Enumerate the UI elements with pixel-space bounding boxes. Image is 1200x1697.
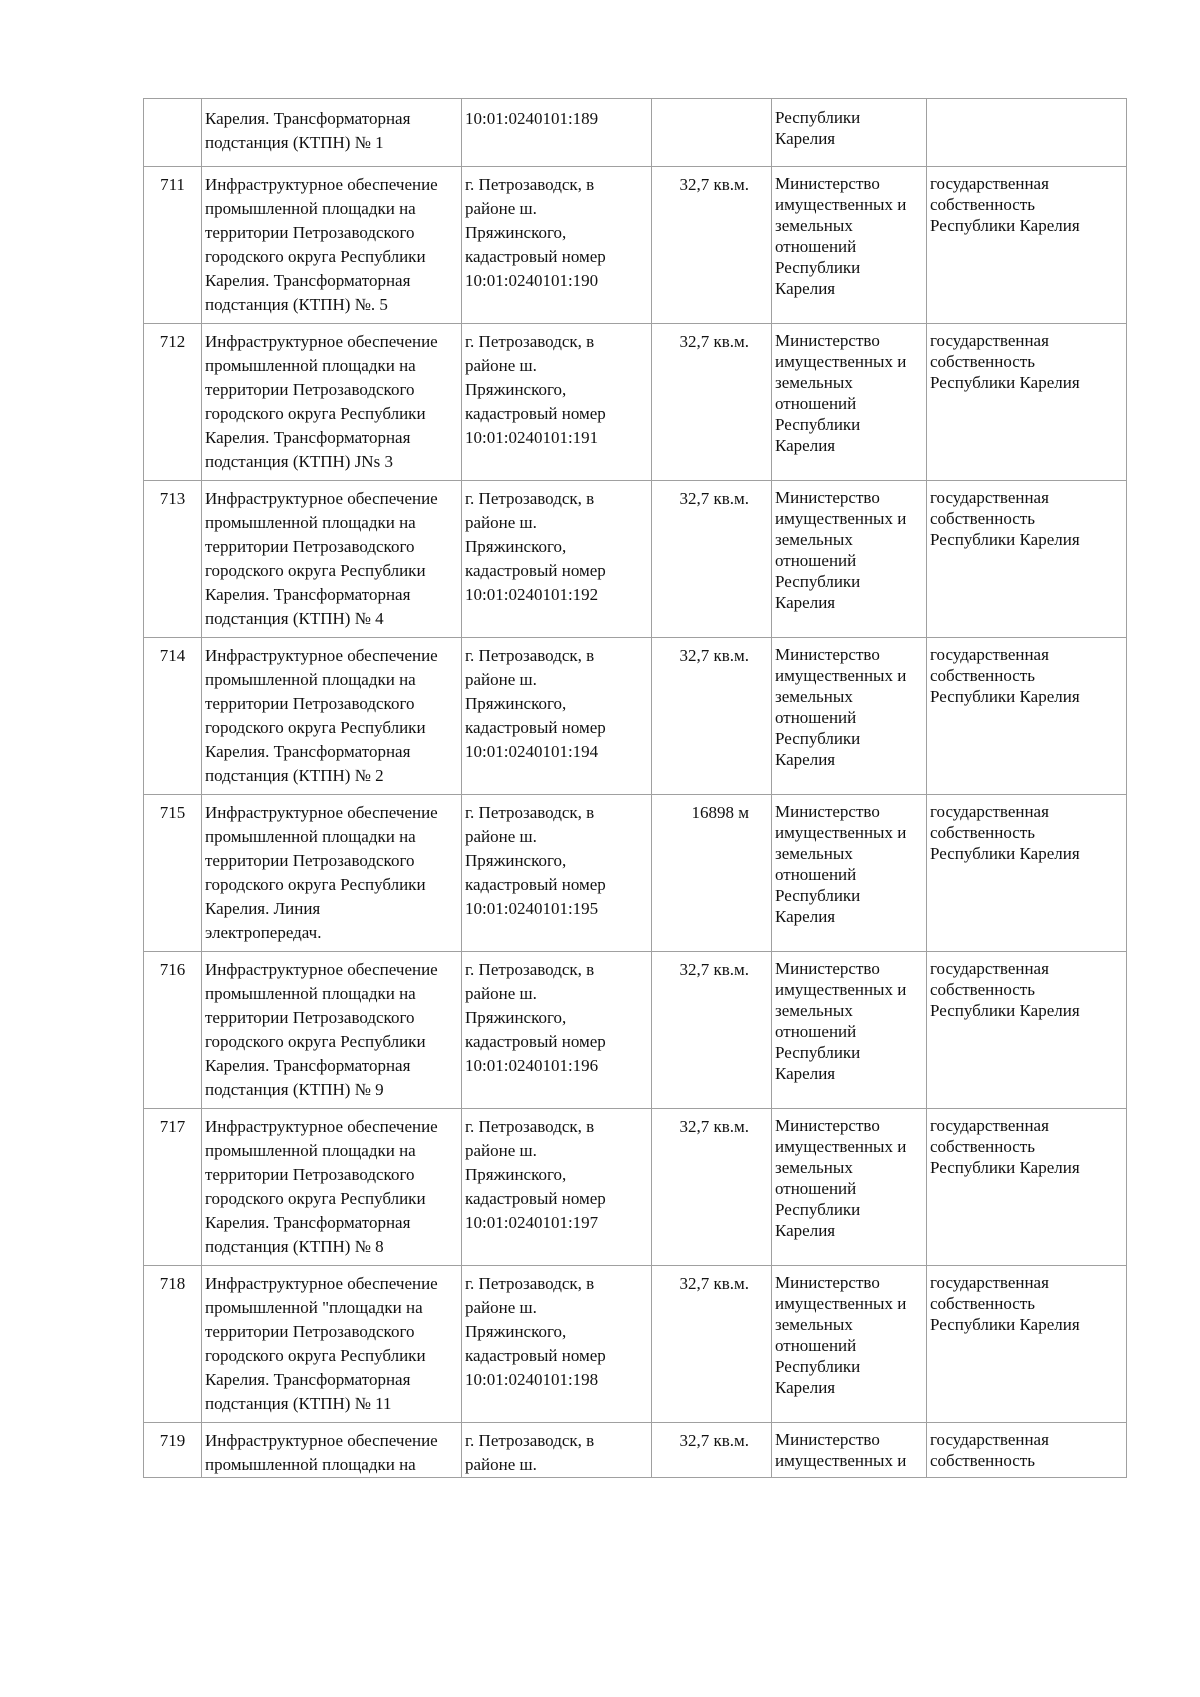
area-cell [652, 795, 772, 952]
address-line: кадастровый номер [465, 1189, 606, 1208]
ownership-line: Республики Карелия [930, 373, 1080, 392]
area-text: 32,7 кв.м. [679, 175, 749, 194]
organization-line: земельных [775, 216, 853, 235]
area-text: 32,7 кв.м. [679, 1117, 749, 1136]
address-line: г. Петрозаводск, в [465, 332, 595, 351]
organization-line: земельных [775, 1158, 853, 1177]
object-name-line: подстанция (КТПН) № 11 [205, 1394, 392, 1413]
address-line: районе ш. [465, 199, 537, 218]
organization-line: Республики [775, 1043, 861, 1062]
ownership-line: государственная [930, 174, 1049, 193]
object-name-line: городского округа Республики [205, 1032, 426, 1051]
organization-line: земельных [775, 1001, 853, 1020]
object-name-line: городского округа Республики [205, 1346, 426, 1365]
organization-line: Республики [775, 415, 861, 434]
ownership-line: государственная [930, 1430, 1049, 1449]
ownership-cell [927, 99, 1127, 167]
address-line: Пряжинского, [465, 851, 567, 870]
row-number-text: 717 [159, 1117, 186, 1136]
object-name-line: городского округа Республики [205, 875, 426, 894]
address-line: 10:01:0240101:196 [465, 1056, 599, 1075]
object-name-line: Инфраструктурное обеспечение [205, 646, 438, 665]
object-name-line: подстанция (КТПН) № 8 [205, 1237, 384, 1256]
ownership-line: собственность [930, 509, 1035, 528]
organization-line: Министерство [775, 174, 880, 193]
ownership-cell [927, 952, 1127, 1109]
address-line: г. Петрозаводск, в [465, 646, 595, 665]
object-name-line: промышленной площадки на [205, 670, 416, 689]
ownership-line: Республики Карелия [930, 844, 1080, 863]
object-name-line: Карелия. Трансформаторная [205, 428, 411, 447]
address-cell [462, 1423, 652, 1478]
object-name-line: Инфраструктурное обеспечение [205, 960, 438, 979]
area-cell [652, 167, 772, 324]
organization-line: имущественных и [775, 195, 907, 214]
object-name-line: Карелия. Трансформаторная [205, 585, 411, 604]
object-name-line: электропередач. [205, 923, 322, 942]
row-number-text: 718 [159, 1274, 186, 1293]
object-name-line: территории Петрозаводского [205, 537, 415, 556]
organization-line: отношений [775, 551, 857, 570]
object-name-cell [202, 638, 462, 795]
organization-line: имущественных и [775, 1137, 907, 1156]
address-line: 10:01:0240101:190 [465, 271, 599, 290]
address-line: кадастровый номер [465, 875, 606, 894]
table-row [144, 795, 1127, 952]
object-name-line: промышленной "площадки на [205, 1298, 423, 1317]
address-cell [462, 324, 652, 481]
organization-line: имущественных и [775, 509, 907, 528]
organization-line: земельных [775, 1315, 853, 1334]
object-name-line: Инфраструктурное обеспечение [205, 1274, 438, 1293]
ownership-line: собственность [930, 1294, 1035, 1313]
ownership-line: государственная [930, 331, 1049, 350]
object-name-cell [202, 167, 462, 324]
object-name-cell [202, 795, 462, 952]
address-line: кадастровый номер [465, 718, 606, 737]
address-line: Пряжинского, [465, 380, 567, 399]
organization-cell [772, 795, 927, 952]
address-line: районе ш. [465, 356, 537, 375]
address-line: кадастровый номер [465, 561, 606, 580]
address-line: г. Петрозаводск, в [465, 960, 595, 979]
object-name-line: промышленной площадки на [205, 827, 416, 846]
row-number-text: 716 [159, 960, 186, 979]
ownership-line: Республики Карелия [930, 1315, 1080, 1334]
ownership-line: собственность [930, 352, 1035, 371]
object-name-line: городского округа Республики [205, 247, 426, 266]
row-number-text: 711 [160, 175, 185, 194]
organization-line: Республики [775, 258, 861, 277]
object-name-line: территории Петрозаводского [205, 1322, 415, 1341]
address-line: 10:01:0240101:197 [465, 1213, 599, 1232]
organization-cell [772, 324, 927, 481]
organization-line: отношений [775, 708, 857, 727]
property-register-table [143, 98, 1127, 1478]
address-line: 10:01:0240101:195 [465, 899, 599, 918]
area-text: 32,7 кв.м. [679, 1274, 749, 1293]
object-name-line: территории Петрозаводского [205, 380, 415, 399]
object-name-line: Карелия. Трансформаторная [205, 1213, 411, 1232]
object-name-line: территории Петрозаводского [205, 694, 415, 713]
ownership-line: Республики Карелия [930, 1001, 1080, 1020]
ownership-line: государственная [930, 488, 1049, 507]
organization-line: имущественных и [775, 666, 907, 685]
object-name-line: подстанция (КТПН) №. 5 [205, 295, 388, 314]
object-name-line: Инфраструктурное обеспечение [205, 332, 438, 351]
object-name-cell [202, 1109, 462, 1266]
table-row [144, 1423, 1127, 1478]
area-text: 16898 м [691, 803, 749, 822]
organization-line: Карелия [775, 1378, 836, 1397]
object-name-line: промышленной площадки на [205, 984, 416, 1003]
organization-line: Министерство [775, 802, 880, 821]
organization-line: Министерство [775, 959, 880, 978]
object-name-line: Инфраструктурное обеспечение [205, 803, 438, 822]
ownership-cell [927, 1423, 1127, 1478]
address-cell [462, 952, 652, 1109]
address-line: районе ш. [465, 827, 537, 846]
row-number-text: 712 [159, 332, 186, 351]
table-row [144, 952, 1127, 1109]
area-cell [652, 1423, 772, 1478]
organization-line: Республики [775, 108, 861, 127]
organization-line: имущественных и [775, 823, 907, 842]
area-cell [652, 638, 772, 795]
object-name-cell [202, 952, 462, 1109]
organization-line: отношений [775, 865, 857, 884]
organization-cell [772, 481, 927, 638]
address-line: кадастровый номер [465, 404, 606, 423]
ownership-cell [927, 324, 1127, 481]
organization-line: Министерство [775, 331, 880, 350]
object-name-line: городского округа Республики [205, 561, 426, 580]
row-number-text: 719 [159, 1431, 186, 1450]
organization-line: Республики [775, 1200, 861, 1219]
object-name-line: промышленной площадки на [205, 1141, 416, 1160]
row-number-cell [144, 324, 202, 481]
row-number-cell [144, 1423, 202, 1478]
address-line: г. Петрозаводск, в [465, 1117, 595, 1136]
ownership-line: государственная [930, 1116, 1049, 1135]
area-cell [652, 324, 772, 481]
organization-line: Карелия [775, 750, 836, 769]
object-name-cell [202, 481, 462, 638]
ownership-cell [927, 167, 1127, 324]
ownership-line: государственная [930, 1273, 1049, 1292]
address-line: Пряжинского, [465, 1165, 567, 1184]
ownership-line: Республики Карелия [930, 216, 1080, 235]
organization-line: Министерство [775, 488, 880, 507]
object-name-line: Инфраструктурное обеспечение [205, 1117, 438, 1136]
row-number-text: 715 [159, 803, 186, 822]
address-line: 10:01:0240101:194 [465, 742, 599, 761]
object-name-line: Карелия. Трансформаторная [205, 742, 411, 761]
ownership-cell [927, 795, 1127, 952]
address-cell [462, 167, 652, 324]
row-number-cell [144, 99, 202, 167]
ownership-cell [927, 638, 1127, 795]
object-name-line: городского округа Республики [205, 404, 426, 423]
object-name-line: территории Петрозаводского [205, 851, 415, 870]
object-name-cell [202, 1423, 462, 1478]
organization-cell [772, 952, 927, 1109]
organization-line: имущественных и [775, 1294, 907, 1313]
object-name-line: городского округа Республики [205, 1189, 426, 1208]
ownership-line: государственная [930, 959, 1049, 978]
ownership-cell [927, 1109, 1127, 1266]
address-line: районе ш. [465, 1298, 537, 1317]
address-line: Пряжинского, [465, 223, 567, 242]
area-text: 32,7 кв.м. [679, 1431, 749, 1450]
table-row [144, 1266, 1127, 1423]
address-line: 10:01:0240101:189 [465, 109, 599, 128]
area-cell [652, 1266, 772, 1423]
organization-line: земельных [775, 373, 853, 392]
object-name-line: Инфраструктурное обеспечение [205, 489, 438, 508]
object-name-line: подстанция (КТПН) № 4 [205, 609, 384, 628]
row-number-cell [144, 638, 202, 795]
organization-line: земельных [775, 530, 853, 549]
address-cell [462, 481, 652, 638]
organization-line: отношений [775, 394, 857, 413]
row-number-text: 714 [159, 646, 186, 665]
address-line: Пряжинского, [465, 537, 567, 556]
organization-line: отношений [775, 1179, 857, 1198]
organization-line: земельных [775, 687, 853, 706]
row-number-text: 713 [159, 489, 186, 508]
object-name-line: Карелия. Трансформаторная [205, 1370, 411, 1389]
address-line: г. Петрозаводск, в [465, 489, 595, 508]
ownership-line: государственная [930, 645, 1049, 664]
table-row [144, 638, 1127, 795]
object-name-line: подстанция (КТПН) JNs 3 [205, 452, 393, 471]
table-row [144, 324, 1127, 481]
area-cell [652, 481, 772, 638]
object-name-line: Карелия. Трансформаторная [205, 271, 411, 290]
address-line: Пряжинского, [465, 694, 567, 713]
organization-line: Министерство [775, 645, 880, 664]
object-name-line: промышленной площадки на [205, 1455, 416, 1474]
object-name-line: промышленной площадки на [205, 199, 416, 218]
row-number-cell [144, 795, 202, 952]
object-name-line: промышленной площадки на [205, 356, 416, 375]
row-number-cell [144, 1109, 202, 1266]
address-line: районе ш. [465, 984, 537, 1003]
area-cell [652, 952, 772, 1109]
object-name-line: территории Петрозаводского [205, 1008, 415, 1027]
organization-line: Карелия [775, 593, 836, 612]
organization-line: Республики [775, 572, 861, 591]
address-cell [462, 638, 652, 795]
organization-line: Карелия [775, 907, 836, 926]
organization-line: Карелия [775, 1064, 836, 1083]
object-name-line: городского округа Республики [205, 718, 426, 737]
ownership-cell [927, 481, 1127, 638]
organization-line: отношений [775, 1022, 857, 1041]
address-line: районе ш. [465, 513, 537, 532]
area-cell [652, 1109, 772, 1266]
address-cell [462, 795, 652, 952]
address-line: кадастровый номер [465, 247, 606, 266]
organization-line: земельных [775, 844, 853, 863]
ownership-line: собственность [930, 195, 1035, 214]
organization-line: Министерство [775, 1116, 880, 1135]
organization-line: имущественных и [775, 1451, 907, 1470]
table-row [144, 481, 1127, 638]
organization-line: Республики [775, 886, 861, 905]
address-line: районе ш. [465, 1455, 537, 1474]
organization-line: Республики [775, 1357, 861, 1376]
row-number-cell [144, 952, 202, 1109]
row-number-cell [144, 167, 202, 324]
object-name-line: промышленной площадки на [205, 513, 416, 532]
address-line: г. Петрозаводск, в [465, 803, 595, 822]
table-row [144, 1109, 1127, 1266]
address-line: районе ш. [465, 1141, 537, 1160]
ownership-line: Республики Карелия [930, 687, 1080, 706]
object-name-line: территории Петрозаводского [205, 223, 415, 242]
organization-line: Карелия [775, 436, 836, 455]
area-text: 32,7 кв.м. [679, 960, 749, 979]
organization-cell [772, 1266, 927, 1423]
address-line: 10:01:0240101:191 [465, 428, 599, 447]
address-cell [462, 1266, 652, 1423]
row-number-cell [144, 1266, 202, 1423]
address-line: районе ш. [465, 670, 537, 689]
organization-line: имущественных и [775, 352, 907, 371]
organization-line: Республики [775, 729, 861, 748]
address-cell [462, 1109, 652, 1266]
organization-cell [772, 1423, 927, 1478]
organization-cell [772, 1109, 927, 1266]
organization-line: Министерство [775, 1430, 880, 1449]
organization-line: отношений [775, 1336, 857, 1355]
area-text: 32,7 кв.м. [679, 332, 749, 351]
organization-line: отношений [775, 237, 857, 256]
object-name-line: подстанция (КТПН) № 9 [205, 1080, 384, 1099]
organization-cell [772, 638, 927, 795]
area-text: 32,7 кв.м. [679, 489, 749, 508]
ownership-line: Республики Карелия [930, 530, 1080, 549]
area-text: 32,7 кв.м. [679, 646, 749, 665]
organization-line: Карелия [775, 279, 836, 298]
ownership-line: государственная [930, 802, 1049, 821]
object-name-line: территории Петрозаводского [205, 1165, 415, 1184]
row-number-cell [144, 481, 202, 638]
organization-line: Министерство [775, 1273, 880, 1292]
address-line: 10:01:0240101:192 [465, 585, 599, 604]
table-body [144, 99, 1127, 1478]
object-name-cell [202, 99, 462, 167]
address-line: Пряжинского, [465, 1008, 567, 1027]
ownership-line: собственность [930, 980, 1035, 999]
object-name-cell [202, 324, 462, 481]
address-line: 10:01:0240101:198 [465, 1370, 599, 1389]
object-name-line: подстанция (КТПН) № 1 [205, 133, 384, 152]
table-row [144, 167, 1127, 324]
object-name-line: Инфраструктурное обеспечение [205, 175, 438, 194]
object-name-cell [202, 1266, 462, 1423]
address-cell [462, 99, 652, 167]
address-line: кадастровый номер [465, 1032, 606, 1051]
address-line: кадастровый номер [465, 1346, 606, 1365]
object-name-line: Инфраструктурное обеспечение [205, 1431, 438, 1450]
organization-cell [772, 99, 927, 167]
ownership-line: собственность [930, 1137, 1035, 1156]
ownership-line: собственность [930, 823, 1035, 842]
object-name-line: Карелия. Трансформаторная [205, 1056, 411, 1075]
object-name-line: Карелия. Линия [205, 899, 321, 918]
organization-line: Карелия [775, 129, 836, 148]
address-line: г. Петрозаводск, в [465, 1274, 595, 1293]
address-line: г. Петрозаводск, в [465, 1431, 595, 1450]
address-line: г. Петрозаводск, в [465, 175, 595, 194]
area-cell [652, 99, 772, 167]
object-name-line: Карелия. Трансформаторная [205, 109, 411, 128]
table-row [144, 99, 1127, 167]
ownership-line: Республики Карелия [930, 1158, 1080, 1177]
address-line: Пряжинского, [465, 1322, 567, 1341]
ownership-line: собственность [930, 666, 1035, 685]
object-name-line: подстанция (КТПН) № 2 [205, 766, 384, 785]
ownership-line: собственность [930, 1451, 1035, 1470]
organization-line: Карелия [775, 1221, 836, 1240]
ownership-cell [927, 1266, 1127, 1423]
organization-cell [772, 167, 927, 324]
organization-line: имущественных и [775, 980, 907, 999]
